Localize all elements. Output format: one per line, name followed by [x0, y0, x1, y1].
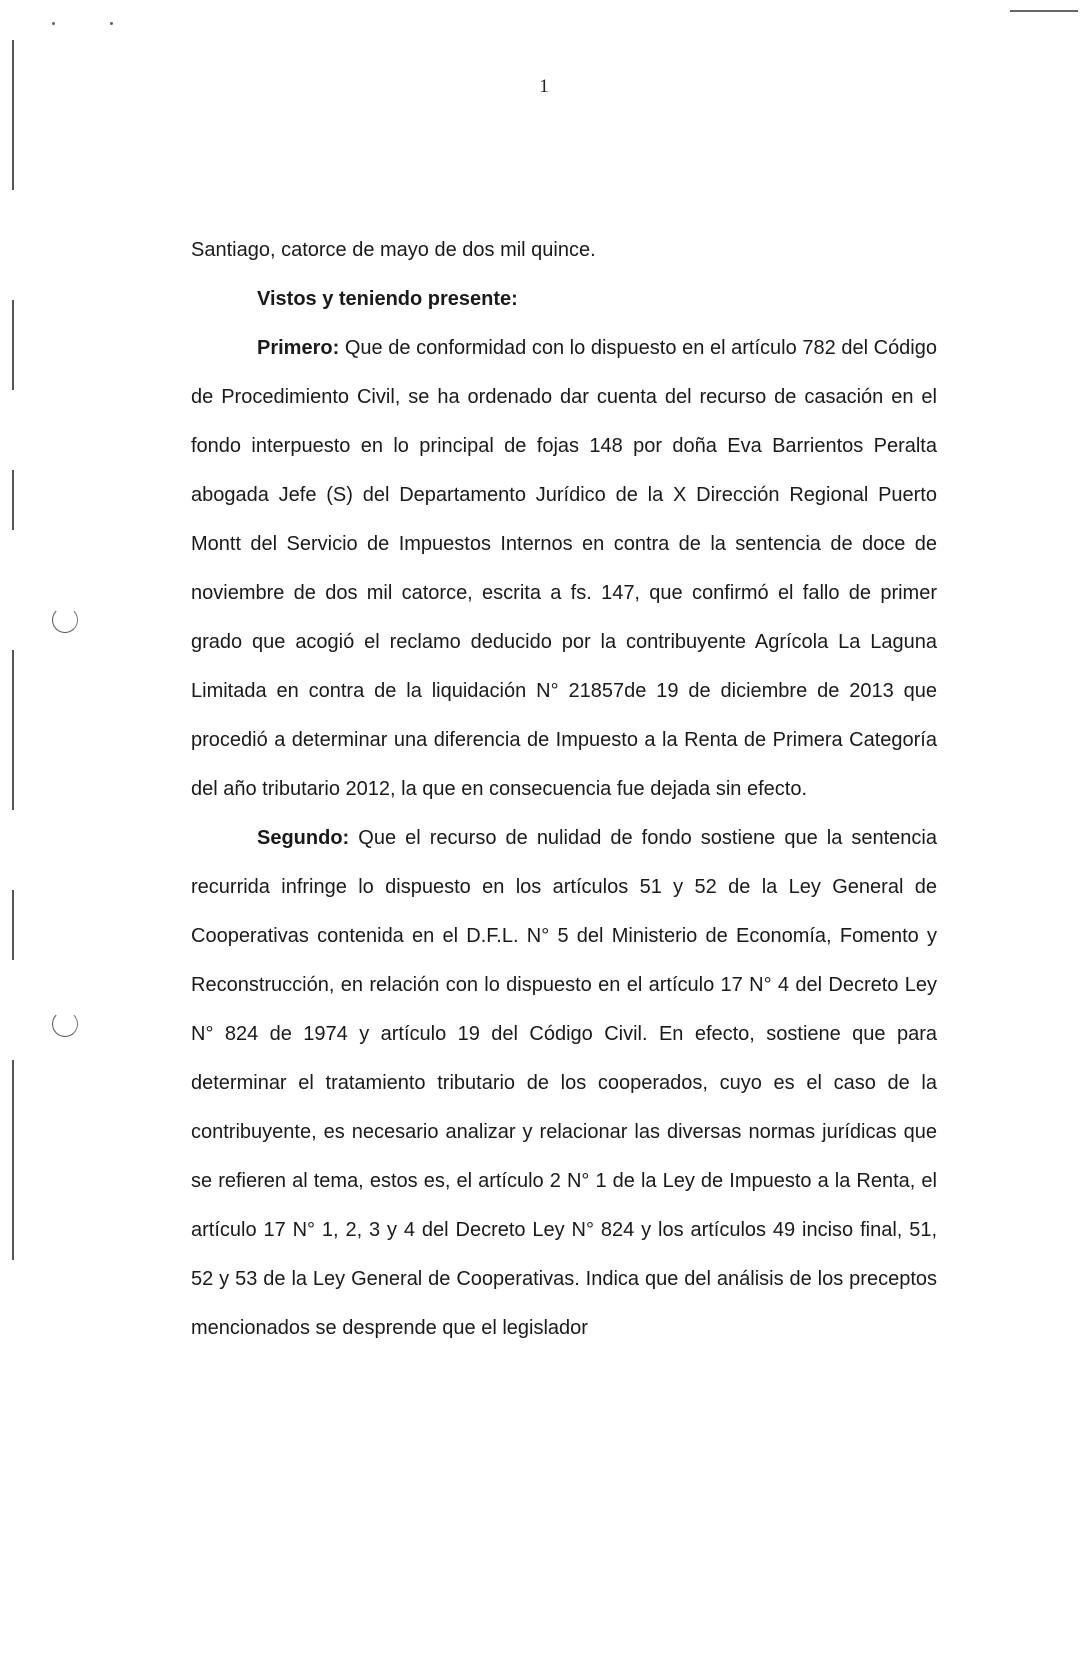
- page-number: 1: [539, 76, 549, 97]
- scan-artifact-dot: [110, 22, 113, 25]
- paragraph-text: Que el recurso de nulidad de fondo sostiene que la sentencia recurrida infringe lo dispuesto en los artículos 51 y 52 de la Ley General de Cooperativas contenida en el D.F.L. N° 5 del Ministerio de Economía, Fomento y Reconstrucción, en relación con lo dispuesto en el artículo 17 N° 4 del Decreto Ley N° 824 de 1974 y artículo 19 del Código Civil. En efecto, sostiene que para determinar el tratamiento tributario de los cooperados, cuyo es el caso de la contribuyente, es necesario analizar y relacionar las diversas normas jurídicas que se refieren al tema, estos es, el artículo 2 N° 1 de la Ley de Impuesto a la Renta, el artículo 17 N° 1, 2, 3 y 4 del Decreto Ley N° 824 y los artículos 49 inciso final, 51, 52 y 53 de la Ley General de Cooperativas. Indica que del análisis de los preceptos mencionados se desprende que el legislador: [191, 827, 937, 1339]
- scan-artifact-dot: [52, 22, 55, 25]
- scan-artifact-margin-line: [12, 1060, 14, 1260]
- paragraph-primero: [191, 324, 937, 814]
- scan-artifact-top-rule: [1010, 10, 1078, 12]
- scan-artifact-margin-line: [12, 300, 14, 390]
- punch-hole: [52, 607, 78, 633]
- paragraph-label: Primero:: [257, 337, 340, 359]
- section-heading: Vistos y teniendo presente:: [257, 288, 518, 310]
- scan-artifact-margin-line: [12, 650, 14, 810]
- punch-hole: [52, 1011, 78, 1037]
- paragraph-segundo: [191, 814, 937, 1353]
- paragraph-text: Que de conformidad con lo dispuesto en el artículo 782 del Código de Procedimiento Civil, se ha ordenado dar cuenta del recurso de casación en el fondo interpuesto en lo principal de fojas 148 por doña Eva Barrientos Peralta abogada Jefe (S) del Departamento Jurídico de la X Dirección Regional Puerto Montt del Servicio de Impuestos Internos en contra de la sentencia de doce de noviembre de dos mil catorce, escrita a fs. 147, que confirmó el fallo de primer grado que acogió el reclamo deducido por la contribuyente Agrícola La Laguna Limitada en contra de la liquidación N° 21857de 19 de diciembre de 2013 que procedió a determinar una diferencia de Impuesto a la Renta de Primera Categoría del año tributario 2012, la que en consecuencia fue dejada sin efecto.: [191, 337, 937, 800]
- scan-artifact-margin-line: [12, 890, 14, 960]
- scan-artifact-margin-line: [12, 40, 14, 190]
- document-body: [191, 226, 937, 1353]
- paragraph-label: Segundo:: [257, 827, 350, 849]
- date-line: Santiago, catorce de mayo de dos mil quince.: [191, 239, 596, 261]
- scan-artifact-margin-line: [12, 470, 14, 530]
